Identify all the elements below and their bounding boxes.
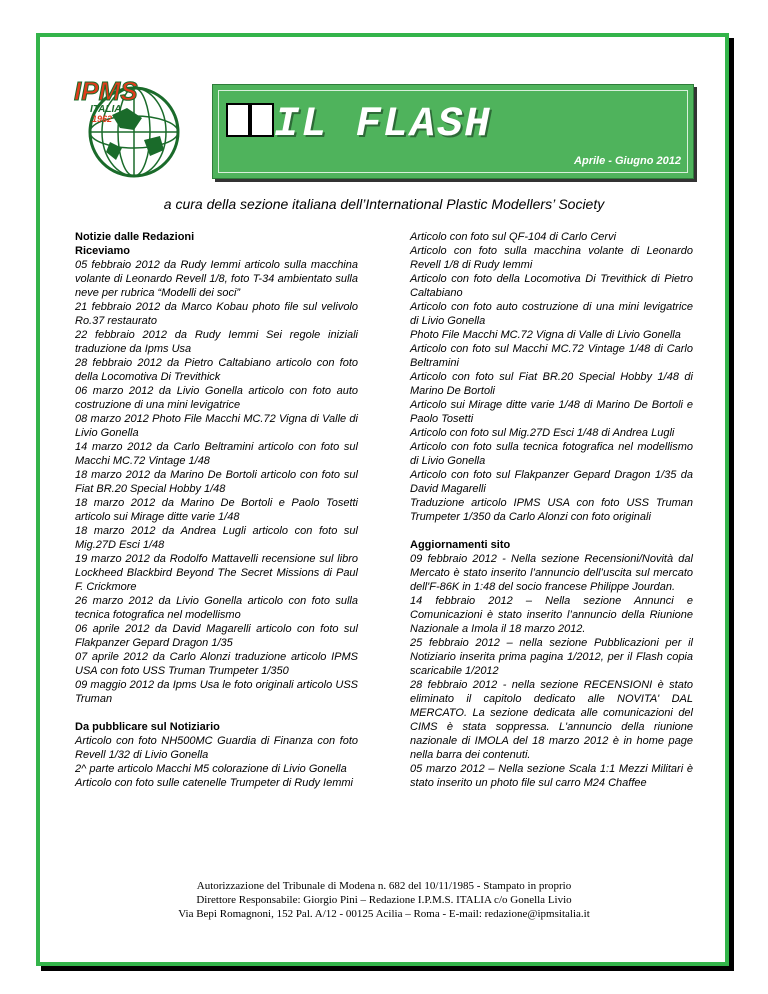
footer-line: Via Bepi Romagnoni, 152 Pal. A/12 - 00125 Acilia – Roma - E-mail: redazione@ipmsitalia.it bbox=[178, 908, 590, 920]
svg-text:ITALIA: ITALIA bbox=[90, 104, 122, 115]
masthead-title: IL FLASH bbox=[226, 100, 492, 148]
list-item: 18 marzo 2012 da Marino De Bortoli e Paolo Tosetti articolo sui Mirage ditte varie 1/48 bbox=[75, 497, 358, 523]
updates-list bbox=[410, 552, 693, 790]
updates-heading: Aggiornamenti sito bbox=[410, 539, 511, 551]
list-item: 28 febbraio 2012 da Pietro Caltabiano articolo con foto della Locomotiva Di Trevithick bbox=[75, 357, 358, 383]
list-item: 18 marzo 2012 da Andrea Lugli articolo con foto sul Mig.27D Esci 1/48 bbox=[75, 525, 358, 551]
list-item: 22 febbraio 2012 da Rudy Iemmi Sei regole iniziali traduzione da Ipms Usa bbox=[75, 329, 358, 355]
list-item: 05 febbraio 2012 da Rudy Iemmi articolo sulla macchina volante di Leonardo Revell 1/8, foto T-34 ambientato sulla neve per rubrica “Modelli dei soci” bbox=[75, 259, 358, 299]
right-column bbox=[410, 230, 693, 790]
list-item: 14 febbraio 2012 – Nella sezione Annunci e Comunicazioni è stato inserito l’annuncio della Riunione Nazionale a Imola il 18 marzo 2012. bbox=[410, 595, 693, 635]
footer-line: Autorizzazione del Tribunale di Modena n. 682 del 10/11/1985 - Stampato in proprio bbox=[196, 880, 572, 892]
footer bbox=[0, 879, 768, 921]
list-item: Traduzione articolo IPMS USA con foto USS Truman Trumpeter 1/350 da Carlo Alonzi con foto originali bbox=[410, 497, 693, 523]
list-item: 05 marzo 2012 – Nella sezione Scala 1:1 Mezzi Militari è stato inserito un photo file sul carro M24 Chaffee bbox=[410, 763, 693, 789]
list-item: Articolo con foto della Locomotiva Di Trevithick di Pietro Caltabiano bbox=[410, 273, 693, 299]
publish-list-right bbox=[410, 230, 693, 524]
received-heading: Riceviamo bbox=[75, 245, 131, 257]
left-column bbox=[75, 230, 358, 790]
issue-date: Aprile - Giugno 2012 bbox=[574, 155, 681, 167]
list-item: 19 marzo 2012 da Rodolfo Mattavelli recensione sul libro Lockheed Blackbird Beyond The Secret Missions di Paul F. Crickmore bbox=[75, 553, 358, 593]
list-item: 08 marzo 2012 Photo File Macchi MC.72 Vigna di Valle di Livio Gonella bbox=[75, 413, 358, 439]
list-item: 26 marzo 2012 da Livio Gonella articolo con foto sulla tecnica fotografica nel modellismo bbox=[75, 595, 358, 621]
list-item: 25 febbraio 2012 – nella sezione Pubblicazioni per il Notiziario inserita prima pagina 1/2012, per il Flash copia scaricabile 1/2012 bbox=[410, 637, 693, 677]
list-item: Photo File Macchi MC.72 Vigna di Valle di Livio Gonella bbox=[410, 329, 681, 341]
list-item: Articolo con foto sulla tecnica fotografica nel modellismo di Livio Gonella bbox=[410, 441, 693, 467]
list-item: Articolo con foto NH500MC Guardia di Finanza con foto Revell 1/32 di Livio Gonella bbox=[75, 735, 358, 761]
subtitle: a cura della sezione italiana dell’International Plastic Modellers’ Society bbox=[163, 196, 605, 212]
svg-text:1962: 1962 bbox=[92, 114, 113, 124]
masthead-banner bbox=[212, 84, 694, 179]
list-item: 14 marzo 2012 da Carlo Beltramini articolo con foto sul Macchi MC.72 Vintage 1/48 bbox=[75, 441, 358, 467]
list-item: 06 marzo 2012 da Livio Gonella articolo con foto auto costruzione di una mini levigatrice bbox=[75, 385, 358, 411]
publish-list-left bbox=[75, 734, 358, 790]
list-item: Articolo con foto sulla macchina volante di Leonardo Revell 1/8 di Rudy Iemmi bbox=[410, 245, 693, 271]
list-item: 2^ parte articolo Macchi M5 colorazione di Livio Gonella bbox=[75, 763, 347, 775]
list-item: Articolo con foto sul Flakpanzer Gepard Dragon 1/35 da David Magarelli bbox=[410, 469, 693, 495]
list-item: 07 aprile 2012 da Carlo Alonzi traduzione articolo IPMS USA con foto USS Truman Trumpeter 1/350 bbox=[75, 651, 358, 677]
list-item: Articolo con foto sul Mig.27D Esci 1/48 di Andrea Lugli bbox=[410, 427, 675, 439]
list-item: Articolo con foto sul QF-104 di Carlo Cervi bbox=[410, 231, 617, 243]
ipms-logo bbox=[72, 70, 182, 180]
list-item: Articolo con foto sul Macchi MC.72 Vintage 1/48 di Carlo Beltramini bbox=[410, 343, 693, 369]
footer-line: Direttore Responsabile: Giorgio Pini – Redazione I.P.M.S. ITALIA c/o Gonella Livio bbox=[196, 894, 572, 906]
section-heading: Notizie dalle Redazioni bbox=[75, 231, 195, 243]
list-item: Articolo con foto auto costruzione di una mini levigatrice di Livio Gonella bbox=[410, 301, 693, 327]
list-item: 09 maggio 2012 da Ipms Usa le foto originali articolo USS Truman bbox=[75, 679, 358, 705]
received-list bbox=[75, 258, 358, 706]
list-item: 18 marzo 2012 da Marino De Bortoli articolo con foto sul Fiat BR.20 Special Hobby 1/48 bbox=[75, 469, 358, 495]
glyph-box-icon bbox=[250, 103, 274, 137]
list-item: 09 febbraio 2012 - Nella sezione Recensioni/Novità dal Mercato è stato inserito l’annuncio dell’uscita sul mercato dell'F-86K in 1:48 del socio francese Philippe Jourdan. bbox=[410, 553, 693, 593]
list-item: Articolo con foto sulle catenelle Trumpeter di Rudy Iemmi bbox=[75, 777, 353, 789]
list-item: Articolo con foto sul Fiat BR.20 Special Hobby 1/48 di Marino De Bortoli bbox=[410, 371, 693, 397]
list-item: 21 febbraio 2012 da Marco Kobau photo file sul velivolo Ro.37 restaurato bbox=[75, 301, 358, 327]
publish-heading: Da pubblicare sul Notiziario bbox=[75, 721, 220, 733]
list-item: 28 febbraio 2012 - nella sezione RECENSIONI è stato eliminato il capitolo dedicato alle NOVITA' DAL MERCATO. La sezione dedicata alle comunicazioni del CIMS è stata soppressa. L'annuncio della riunione nazionale di IMOLA del 18 marzo 2012 è in home page nella barra dei contenuti. bbox=[410, 679, 693, 761]
list-item: Articolo sui Mirage ditte varie 1/48 di Marino De Bortoli e Paolo Tosetti bbox=[410, 399, 693, 425]
svg-text:IPMS: IPMS bbox=[74, 76, 138, 106]
list-item: 06 aprile 2012 da David Magarelli articolo con foto sul Flakpanzer Gepard Dragon 1/35 bbox=[75, 623, 358, 649]
glyph-box-icon bbox=[226, 103, 250, 137]
